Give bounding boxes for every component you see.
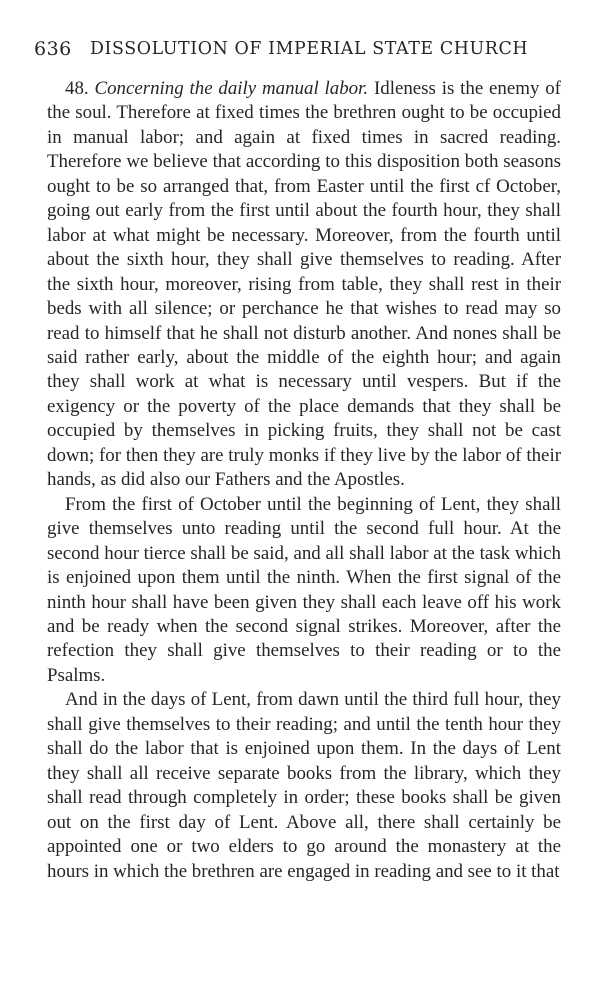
paragraph-1 [47,77,561,493]
section-number: 48. [65,78,89,99]
running-head [34,38,570,66]
paragraph-1-text: Idleness is the enemy of the soul. Therefore at fixed times the brethren ought to be occupied in manual labor; and again at fixed times in sacred reading. Therefore we believe that according to this disposition both seasons ought to be so arranged that, from Easter until the first cf October, going out early from the first until about the fourth hour, they shall labor at what might be necessary. Moreover, from the fourth until about the sixth hour, they shall give themselves to reading. After the sixth hour, moreover, rising from table, they shall rest in their beds with all silence; or perchance he that wishes to read may so read to himself that he shall not disturb another. And nones shall be said rather early, about the middle of the eighth hour; and again they shall work at what is necessary until vespers. But if the exigency or the poverty of the place demands that they shall be occupied by themselves in picking fruits, they shall not be cast down; for then they are truly monks if they live by the labor of their hands, as did also our Fathers and the Apostles. [47,78,561,491]
page-number: 636 [34,38,72,60]
body-text [47,77,561,884]
paragraph-2: From the first of October until the beginning of Lent, they shall give themselves unto reading until the second full hour. At the second hour tierce shall be said, and all shall labor at the task which is enjoined upon them until the ninth. When the first signal of the ninth hour shall have been given they shall each leave off his work and be ready when the second signal strikes. Moreover, after the refection they shall give themselves to their reading or to the Psalms. [47,493,561,686]
paragraph-3: And in the days of Lent, from dawn until the third full hour, they shall give themselves to their reading; and until the tenth hour they shall do the labor that is enjoined upon them. In the days of Lent they shall all receive separate books from the library, which they shall read through completely in order; these books shall be given out on the first day of Lent. Above all, there shall certainly be appointed one or two elders to go around the monastery at the hours in which the brethren are engaged in reading and see to it that [47,689,561,882]
section-title: Concerning the daily manual labor. [94,78,369,99]
running-title: DISSOLUTION OF IMPERIAL STATE CHURCH [90,39,529,59]
